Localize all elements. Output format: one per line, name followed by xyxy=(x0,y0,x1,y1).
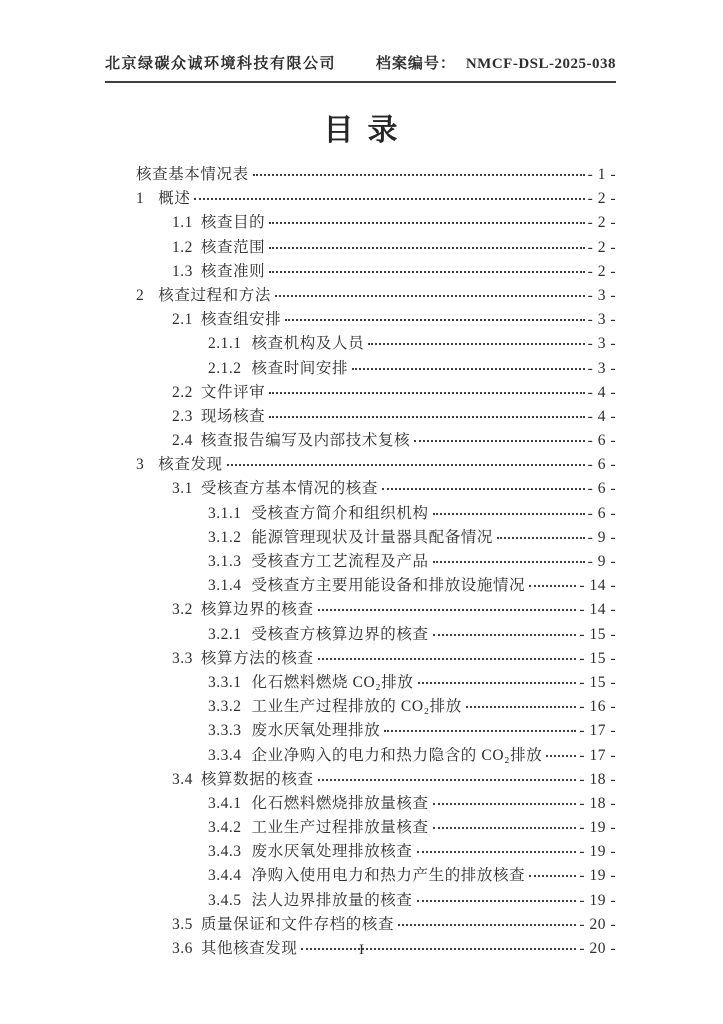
toc-entry xyxy=(105,719,616,743)
toc-entry xyxy=(105,236,616,260)
toc-entry-number: 3.1.1 xyxy=(208,504,242,522)
toc-entry-page: - 2 - xyxy=(587,190,616,208)
footer-page-number: I xyxy=(359,942,364,958)
dot-leader xyxy=(417,900,577,902)
toc-entry-page: - 4 - xyxy=(587,383,616,401)
toc-entry xyxy=(105,502,616,526)
toc-entry-number: 3.3.2 xyxy=(208,698,242,716)
dot-leader xyxy=(368,343,584,345)
toc-entry-label: 受核查方简介和组织机构 xyxy=(251,504,429,522)
toc-entry-page: - 14 - xyxy=(579,601,616,619)
toc-entry-label: 核查机构及人员 xyxy=(251,335,365,353)
toc-entry-label: 核查目的 xyxy=(200,214,266,232)
toc-entry-page: - 6 - xyxy=(587,504,616,522)
dot-leader xyxy=(269,271,584,273)
toc-entry-number: 3.3.4 xyxy=(208,746,242,764)
dot-leader xyxy=(529,585,576,587)
toc-entry xyxy=(105,284,616,308)
dot-leader xyxy=(417,851,577,853)
toc-entry-page: - 2 - xyxy=(587,238,616,256)
toc-entry xyxy=(105,889,616,913)
dot-leader xyxy=(227,464,585,466)
archive-number-label: 档案编号： xyxy=(375,56,456,72)
toc-entry-page: - 18 - xyxy=(579,770,616,788)
dot-leader xyxy=(418,682,577,684)
toc-entry-page: - 14 - xyxy=(579,577,616,595)
toc-entry-number: 2.1.2 xyxy=(208,359,242,377)
toc-entry-page: - 19 - xyxy=(579,867,616,885)
toc-entry xyxy=(105,453,616,477)
toc-entry-label: 受核查方工艺流程及产品 xyxy=(251,553,429,570)
toc-entry-number: 2.4 xyxy=(172,432,193,450)
toc-entry-page: - 4 - xyxy=(587,407,616,425)
toc-entry xyxy=(105,647,616,671)
toc-entry-label: 废水厌氧处理排放核查 xyxy=(251,843,413,861)
toc-entry-page: - 3 - xyxy=(587,286,616,304)
toc-entry-label: 受核查方核算边界的核查 xyxy=(251,625,429,643)
toc-title: 目录 xyxy=(323,114,412,147)
toc-entry-number: 3.4 xyxy=(172,770,193,788)
toc-entry xyxy=(105,429,616,453)
toc-entry xyxy=(105,308,616,332)
dot-leader xyxy=(285,319,584,321)
toc-entry xyxy=(105,768,616,792)
toc-entry-page: - 17 - xyxy=(579,722,616,740)
toc-entry-label: 化石燃料燃烧排放量核查 xyxy=(251,794,429,812)
toc-entry-page: - 17 - xyxy=(579,746,616,764)
toc-entry-label: 现场核查 xyxy=(200,407,266,425)
toc-entry-label: 核查范围 xyxy=(200,238,266,256)
toc-entry-page: - 6 - xyxy=(587,480,616,498)
toc-entry-page: - 9 - xyxy=(587,553,616,570)
toc-entry-page: - 9 - xyxy=(587,528,616,546)
dot-leader xyxy=(433,513,585,515)
toc-entry-page: - 19 - xyxy=(579,843,616,861)
archive-number-value: NMCF-DSL-2025-038 xyxy=(465,56,616,72)
toc-entry-number: 3.4.4 xyxy=(208,867,242,885)
toc-entry-page: - 19 - xyxy=(579,819,616,837)
dot-leader xyxy=(194,198,584,200)
toc-entry-number: 3.4.1 xyxy=(208,794,242,812)
toc-entry xyxy=(105,260,616,284)
toc-entry-number: 3.4.3 xyxy=(208,843,242,861)
toc-entry xyxy=(105,405,616,429)
toc-entry xyxy=(105,840,616,864)
dot-leader xyxy=(497,537,585,539)
dot-leader xyxy=(269,247,584,249)
toc-entry-label: 核算数据的核查 xyxy=(200,770,314,788)
dot-leader xyxy=(433,561,585,563)
dot-leader xyxy=(398,924,576,926)
archive-number-group xyxy=(376,52,616,73)
dot-leader xyxy=(433,827,577,829)
toc-entry-page: - 3 - xyxy=(587,311,616,329)
toc-entry-number: 3.1.2 xyxy=(208,528,242,546)
toc-entry-number: 3.3.3 xyxy=(208,722,242,740)
toc-entry-label: 净购入使用电力和热力产生的排放核查 xyxy=(251,867,526,885)
toc-entry-page: - 18 - xyxy=(579,794,616,812)
toc-entry-page: - 15 - xyxy=(579,649,616,667)
toc-entry-label: 废水厌氧处理排放 xyxy=(251,722,381,740)
toc-entry-label: 核算边界的核查 xyxy=(200,601,314,619)
toc-entry xyxy=(105,187,616,211)
toc-entry-label: 核查时间安排 xyxy=(251,359,349,377)
dot-leader xyxy=(433,634,577,636)
toc-entry-number: 2.2 xyxy=(172,383,193,401)
toc-entry-label: 企业净购入的电力和热力隐含的 CO₂排放 xyxy=(251,746,543,764)
toc-entry xyxy=(105,671,616,695)
toc-entry xyxy=(105,816,616,840)
toc-entry xyxy=(105,574,616,598)
toc-entry-number: 3 xyxy=(136,456,145,474)
toc-entry xyxy=(105,913,616,937)
toc-entry xyxy=(105,598,616,622)
toc-entry xyxy=(105,381,616,405)
toc-entry-page: - 16 - xyxy=(579,698,616,716)
toc-entry xyxy=(105,864,616,888)
toc-entry-page: - 2 - xyxy=(587,214,616,232)
toc-entry-page: - 1 - xyxy=(587,166,616,183)
company-name: 北京绿碳众诚环境科技有限公司 xyxy=(105,56,337,72)
dot-leader xyxy=(384,730,576,732)
toc-entry-label: 能源管理现状及计量器具配备情况 xyxy=(251,528,494,546)
toc-entry-label: 核查发现 xyxy=(158,456,223,474)
toc-entry-number: 3.2 xyxy=(172,601,193,619)
toc-entry-page: - 20 - xyxy=(579,940,616,957)
toc-entry-number: 3.1.4 xyxy=(208,577,242,595)
toc-entry-label: 核查报告编写及内部技术复核 xyxy=(200,432,411,450)
dot-leader xyxy=(275,295,585,297)
toc-entry-label: 核查准则 xyxy=(200,262,266,280)
toc-entry-number: 3.1 xyxy=(172,480,193,498)
toc-entry-label: 文件评审 xyxy=(200,383,266,401)
toc-entry-page: - 2 - xyxy=(587,262,616,280)
toc-entry xyxy=(105,477,616,501)
toc-entry-label: 概述 xyxy=(158,190,191,208)
toc-entry xyxy=(105,695,616,719)
toc-entry-label: 其他核查发现 xyxy=(200,940,298,957)
toc-entry-page: - 3 - xyxy=(587,335,616,353)
toc-entry-page: - 15 - xyxy=(579,625,616,643)
toc-entry xyxy=(105,623,616,647)
toc-entry-label: 工业生产过程排放的 CO₂排放 xyxy=(251,698,462,716)
toc-entry-number: 3.5 xyxy=(172,915,193,933)
dot-leader xyxy=(269,392,584,394)
dot-leader xyxy=(546,755,576,757)
toc-entry-page: - 15 - xyxy=(579,673,616,691)
dot-leader xyxy=(269,416,584,418)
toc-entry-label: 受核查方主要用能设备和排放设施情况 xyxy=(251,577,526,595)
toc-list xyxy=(105,163,616,961)
dot-leader xyxy=(318,779,577,781)
toc-entry-label: 核查过程和方法 xyxy=(158,286,271,304)
toc-entry-number: 2 xyxy=(136,286,145,304)
toc-entry-label: 受核查方基本情况的核查 xyxy=(200,480,378,498)
toc-entry-number: 1.1 xyxy=(172,214,193,232)
toc-entry-number: 2.1 xyxy=(172,311,193,329)
dot-leader xyxy=(433,803,577,805)
toc-entry xyxy=(105,792,616,816)
toc-entry-number: 1.3 xyxy=(172,262,193,280)
toc-entry xyxy=(105,211,616,235)
dot-leader xyxy=(466,706,577,708)
toc-entry-number: 1.2 xyxy=(172,238,193,256)
dot-leader xyxy=(318,609,577,611)
toc-entry-label: 质量保证和文件存档的核查 xyxy=(200,915,395,933)
toc-entry xyxy=(105,163,616,187)
dot-leader xyxy=(352,368,585,370)
toc-entry-label: 核算方法的核查 xyxy=(200,649,314,667)
toc-entry-number: 3.3 xyxy=(172,649,193,667)
toc-entry xyxy=(105,744,616,768)
dot-leader xyxy=(414,440,584,442)
dot-leader xyxy=(253,174,585,176)
toc-entry-number: 3.2.1 xyxy=(208,625,242,643)
toc-entry-label: 法人边界排放量的核查 xyxy=(251,891,413,909)
toc-entry-label: 化石燃料燃烧 CO₂排放 xyxy=(251,673,414,691)
toc-entry-label: 核查基本情况表 xyxy=(136,166,249,183)
toc-entry-number: 2.3 xyxy=(172,407,193,425)
toc-entry-number: 3.3.1 xyxy=(208,673,242,691)
toc-entry-number: 1 xyxy=(136,190,145,208)
dot-leader xyxy=(269,222,584,224)
toc-entry-page: - 19 - xyxy=(579,891,616,909)
toc-entry-label: 核查组安排 xyxy=(200,311,282,329)
toc-entry xyxy=(105,357,616,381)
toc-entry-label: 工业生产过程排放量核查 xyxy=(251,819,429,837)
toc-entry xyxy=(105,550,616,574)
toc-entry-number: 3.1.3 xyxy=(208,553,242,570)
toc-entry-page: - 6 - xyxy=(587,456,616,474)
toc-entry xyxy=(105,526,616,550)
toc-entry-page: - 20 - xyxy=(579,915,616,933)
page-header xyxy=(105,52,616,83)
toc-entry-number: 3.4.2 xyxy=(208,819,242,837)
toc-entry-number: 3.6 xyxy=(172,940,193,957)
dot-leader xyxy=(382,488,585,490)
dot-leader xyxy=(529,875,576,877)
toc-entry-number: 2.1.1 xyxy=(208,335,242,353)
toc-entry-page: - 6 - xyxy=(587,432,616,450)
toc-entry-page: - 3 - xyxy=(587,359,616,377)
toc-entry xyxy=(105,332,616,356)
dot-leader xyxy=(318,658,577,660)
toc-entry-number: 3.4.5 xyxy=(208,891,242,909)
